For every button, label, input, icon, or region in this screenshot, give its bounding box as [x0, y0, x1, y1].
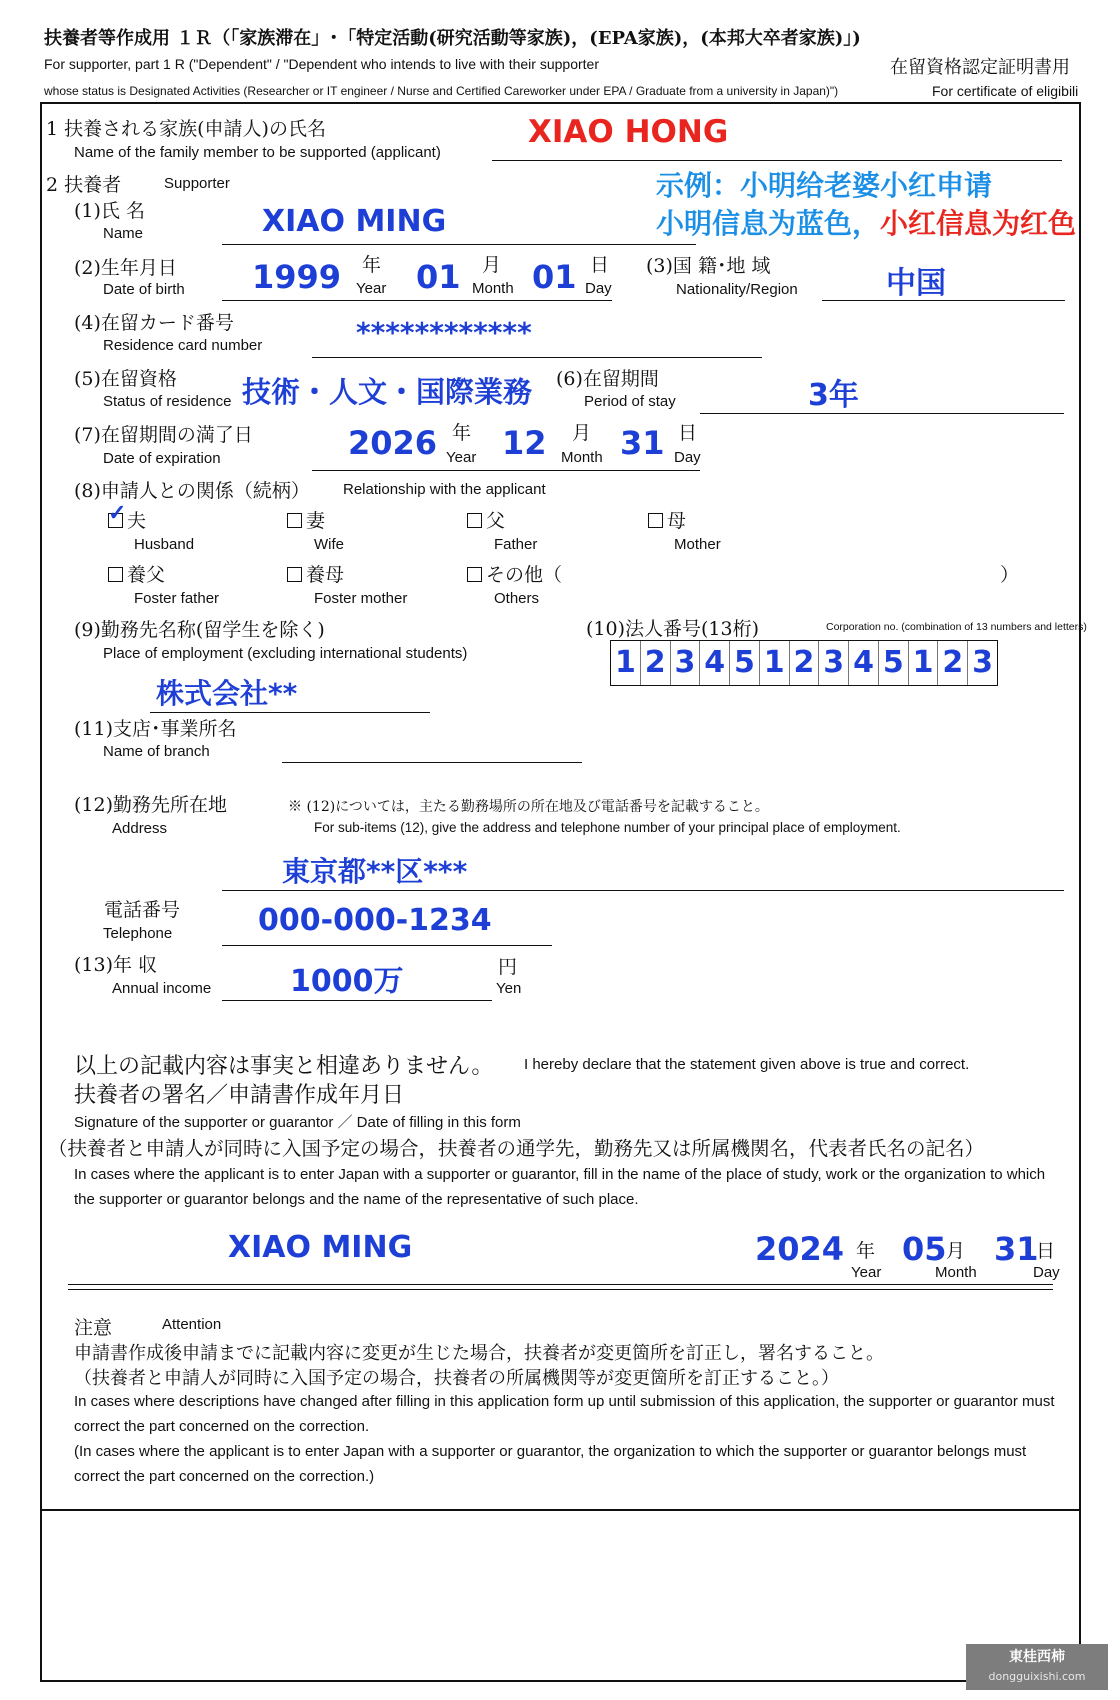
form-title-jp: 扶養者等作成用 １Ｒ（「家族滞在」･「特定活動(研究活動等家族)，(EPA家族)，(本邦大卒者家族)」): [44, 28, 861, 49]
period-label-en: Period of stay: [584, 393, 676, 410]
sign-month-value[interactable]: 05: [902, 1230, 947, 1268]
attention-en4: correct the part concerned on the correction.): [74, 1468, 375, 1485]
status-label-jp: (5)在留資格: [74, 368, 177, 390]
employer-label-jp: (9)勤務先名称(留学生を除く): [74, 619, 325, 641]
option-label-en: Foster father: [134, 590, 220, 607]
site-watermark: [966, 1644, 1108, 1690]
relationship-option-husband[interactable]: [108, 500, 147, 533]
status-value[interactable]: 技術・人文・国際業務: [242, 375, 533, 409]
dob-month-unit-en: Month: [472, 280, 514, 297]
branch-label-jp: (11)支店･事業所名: [74, 718, 237, 740]
attention-title-jp: 注意: [74, 1317, 113, 1339]
signature-label-jp: 扶養者の署名／申請書作成年月日: [74, 1083, 405, 1108]
supporter-name-label-jp: (1)氏 名: [74, 200, 145, 222]
dob-month-unit: 月: [482, 254, 502, 276]
checkbox-foster-father[interactable]: [108, 567, 123, 582]
corp-digit: 2: [790, 641, 820, 685]
declaration-paren-en2: the supporter or guarantor belongs and the name of the representative of such place.: [74, 1191, 639, 1208]
option-label-jp: その他（: [486, 564, 563, 586]
corp-digit: 2: [641, 641, 671, 685]
option-label-en: Foster mother: [314, 590, 408, 607]
corp-digit: 5: [879, 641, 909, 685]
corp-digit: 4: [849, 641, 879, 685]
income-unit-jp: 円: [498, 956, 518, 978]
dob-month-value[interactable]: 01: [416, 258, 461, 296]
corp-no-label-en: Corporation no. (combination of 13 numbers and letters): [826, 621, 1087, 633]
telephone-label-en: Telephone: [103, 925, 173, 942]
telephone-line: [222, 945, 552, 946]
attention-bottom-rule: [40, 1509, 1081, 1511]
option-label-en: Father: [494, 536, 538, 553]
option-label-en: Husband: [134, 536, 195, 553]
address-value[interactable]: 東京都**区***: [282, 855, 468, 888]
checkbox-husband[interactable]: [108, 500, 127, 528]
attention-en1: In cases where descriptions have changed after filling in this application form up until submission of this application, the supporter or guarantor must: [74, 1393, 1055, 1410]
residence-card-label-jp: (4)在留カード番号: [74, 312, 234, 334]
supporter-name-line: [222, 244, 696, 245]
cert-label-jp: 在留資格認定証明書用: [890, 57, 1070, 78]
applicant-name-line: [492, 160, 1062, 161]
income-value[interactable]: 1000万: [290, 964, 404, 999]
address-label-en: Address: [112, 820, 168, 837]
dob-year-unit: 年: [362, 254, 382, 276]
item2-label-jp: 2 扶養者: [46, 174, 122, 196]
period-line: [700, 413, 1064, 414]
address-label-jp: (12)勤務先所在地: [74, 794, 228, 816]
corp-digit: 3: [819, 641, 849, 685]
employer-label-en: Place of employment (excluding international students): [103, 645, 468, 662]
residence-card-line: [312, 357, 762, 358]
address-note-en: For sub-items (12), give the address and telephone number of your principal place of employment.: [314, 820, 901, 835]
expiration-day-value[interactable]: 31: [620, 424, 665, 462]
dob-year-unit-en: Year: [356, 280, 387, 297]
expiration-year-value[interactable]: 2026: [348, 424, 438, 462]
declaration-en: I hereby declare that the statement given above is true and correct.: [524, 1056, 970, 1073]
expiration-year-unit: 年: [452, 422, 472, 444]
dob-label-jp: (2)生年月日: [74, 257, 177, 279]
checkmark-icon: ✓: [108, 500, 127, 526]
sign-day-value[interactable]: 31: [994, 1230, 1039, 1268]
option-label-jp: 夫: [127, 510, 147, 532]
item1-label-en: Name of the family member to be supported (applicant): [74, 144, 441, 161]
relationship-label-en: Relationship with the applicant: [343, 481, 546, 498]
dob-day-unit: 日: [590, 254, 610, 276]
expiration-year-unit-en: Year: [446, 449, 477, 466]
others-close-paren: ）: [1000, 564, 1020, 586]
option-label-en: Wife: [314, 536, 344, 553]
relationship-option-foster-mother[interactable]: [287, 560, 344, 587]
residence-card-label-en: Residence card number: [103, 337, 263, 354]
signature-line-top: [68, 1284, 1053, 1285]
relationship-option-foster-father[interactable]: [108, 560, 165, 587]
sign-month-unit-en: Month: [935, 1264, 977, 1281]
telephone-value[interactable]: 000-000-1234: [258, 903, 492, 938]
option-label-jp: 母: [667, 510, 687, 532]
relationship-label-jp: (8)申請人との関係（続柄）: [74, 480, 310, 502]
corp-digit: 2: [938, 641, 968, 685]
telephone-label-jp: 電話番号: [104, 899, 181, 921]
attention-jp2: （扶養者と申請人が同時に入国予定の場合，扶養者の所属機関等が変更箇所を訂正すること。）: [74, 1368, 839, 1389]
supporter-name-value[interactable]: XIAO MING: [262, 204, 447, 239]
expiration-month-unit: 月: [572, 422, 592, 444]
attention-jp1: 申請書作成後申請までに記載内容に変更が生じた場合，扶養者が変更箇所を訂正し，署名すること。: [74, 1343, 884, 1364]
signature-value[interactable]: XIAO MING: [228, 1230, 413, 1265]
checkbox-mother[interactable]: [648, 513, 663, 528]
address-line: [222, 890, 1064, 891]
corp-no-label-jp: (10)法人番号(13桁): [586, 618, 760, 640]
nationality-label-jp: (3)国 籍･地 域: [646, 255, 771, 277]
checkbox-others[interactable]: [467, 567, 482, 582]
option-label-jp: 養父: [127, 564, 166, 586]
checkbox-father[interactable]: [467, 513, 482, 528]
relationship-option-wife[interactable]: [287, 506, 325, 533]
declaration-paren-en1: In cases where the applicant is to enter Japan with a supporter or guarantor, fill in the name of the place of study, work or the organization to which: [74, 1166, 1046, 1183]
applicant-name-value[interactable]: XIAO HONG: [528, 114, 729, 150]
sign-day-unit: 日: [1036, 1240, 1056, 1262]
expiration-label-en: Date of expiration: [103, 450, 221, 467]
sign-year-unit-en: Year: [851, 1264, 882, 1281]
cert-label-en: For certificate of eligibili: [932, 83, 1079, 99]
expiration-day-unit: 日: [678, 422, 698, 444]
attention-en2: correct the part concerned on the correction.: [74, 1418, 370, 1435]
form-title-en: For supporter, part 1 R ("Dependent" / "Dependent who intends to live with their supporter: [44, 56, 599, 72]
item1-label-jp: 1 扶養される家族(申請人)の氏名: [46, 118, 326, 140]
corp-no-boxes[interactable]: [610, 640, 998, 686]
option-label-en: Others: [494, 590, 540, 607]
dob-line: [222, 300, 612, 301]
signature-label-en: Signature of the supporter or guarantor ／ Date of filling in this form: [74, 1114, 521, 1131]
relationship-option-mother[interactable]: [648, 506, 686, 533]
option-label-jp: 父: [486, 510, 506, 532]
address-note-jp: ※ (12)については，主たる勤務場所の所在地及び電話番号を記載すること。: [288, 799, 769, 815]
annotation-line2: [656, 202, 1076, 242]
corp-digit: 3: [972, 645, 993, 680]
income-label-en: Annual income: [112, 980, 212, 997]
income-label-jp: (13)年 収: [74, 954, 158, 976]
option-label-en: Mother: [674, 536, 721, 553]
sign-month-unit: 月: [946, 1240, 966, 1262]
attention-title-en: Attention: [162, 1316, 222, 1333]
watermark-line2: dongguixishi.com: [988, 1670, 1086, 1683]
status-label-en: Status of residence: [103, 393, 232, 410]
expiration-month-unit-en: Month: [561, 449, 603, 466]
nationality-line: [822, 300, 1065, 301]
corp-digit: 5: [730, 641, 760, 685]
declaration-paren-jp: （扶養者と申請人が同時に入国予定の場合，扶養者の通学先，勤務先又は所属機関名，代表者氏名の記名）: [48, 1137, 985, 1160]
sign-day-unit-en: Day: [1033, 1264, 1060, 1281]
annotation-blue: 小明信息为蓝色，: [656, 207, 881, 240]
sign-year-unit: 年: [856, 1240, 876, 1262]
income-unit-en: Yen: [496, 980, 522, 997]
corp-digit: 1: [909, 641, 939, 685]
branch-label-en: Name of branch: [103, 743, 210, 760]
expiration-line: [312, 470, 700, 471]
relationship-option-father[interactable]: [467, 506, 505, 533]
expiration-day-unit-en: Day: [674, 449, 701, 466]
item2-label-en: Supporter: [164, 175, 230, 192]
nationality-label-en: Nationality/Region: [676, 281, 798, 298]
dob-day-value[interactable]: 01: [532, 258, 577, 296]
option-label-jp: 養母: [306, 564, 345, 586]
period-label-jp: (6)在留期間: [556, 368, 659, 390]
checkbox-wife[interactable]: [287, 513, 302, 528]
supporter-name-label-en: Name: [103, 225, 144, 242]
dob-year-value[interactable]: 1999: [252, 258, 342, 296]
employer-value[interactable]: 株式会社**: [156, 677, 298, 710]
signature-line-bottom: [68, 1289, 1053, 1290]
dob-day-unit-en: Day: [585, 280, 612, 297]
nationality-value[interactable]: 中国: [886, 266, 946, 301]
checkbox-foster-mother[interactable]: [287, 567, 302, 582]
corp-digit: 1: [611, 641, 641, 685]
branch-line[interactable]: [282, 762, 582, 763]
annotation-red: 小红信息为红色: [880, 207, 1077, 240]
relationship-option-others[interactable]: [467, 560, 562, 587]
residence-card-value[interactable]: ************: [356, 316, 532, 349]
watermark-line1: 東桂西柿: [1009, 1649, 1065, 1665]
sign-year-value[interactable]: 2024: [755, 1230, 845, 1268]
dob-label-en: Date of birth: [103, 281, 185, 298]
declaration-jp: 以上の記載内容は事実と相違ありません。: [74, 1054, 494, 1079]
income-line: [222, 1000, 492, 1001]
expiration-month-value[interactable]: 12: [502, 424, 547, 462]
period-value[interactable]: 3年: [808, 378, 859, 413]
annotation-line1: 示例：小明给老婆小红申请: [656, 169, 993, 202]
option-label-jp: 妻: [306, 510, 326, 532]
expiration-label-jp: (7)在留期間の満了日: [74, 424, 253, 446]
corp-digit: 3: [671, 641, 701, 685]
employer-line: [150, 712, 430, 713]
attention-en3: (In cases where the applicant is to enter Japan with a supporter or guarantor, the organization to which the supporter or guarantor belongs must: [74, 1443, 1027, 1460]
corp-digit: 4: [700, 641, 730, 685]
form-title-en2: whose status is Designated Activities (Researcher or IT engineer / Nurse and Certified Careworker under EPA / Graduate from a university in Japan)"): [44, 84, 839, 98]
corp-digit: 1: [760, 641, 790, 685]
